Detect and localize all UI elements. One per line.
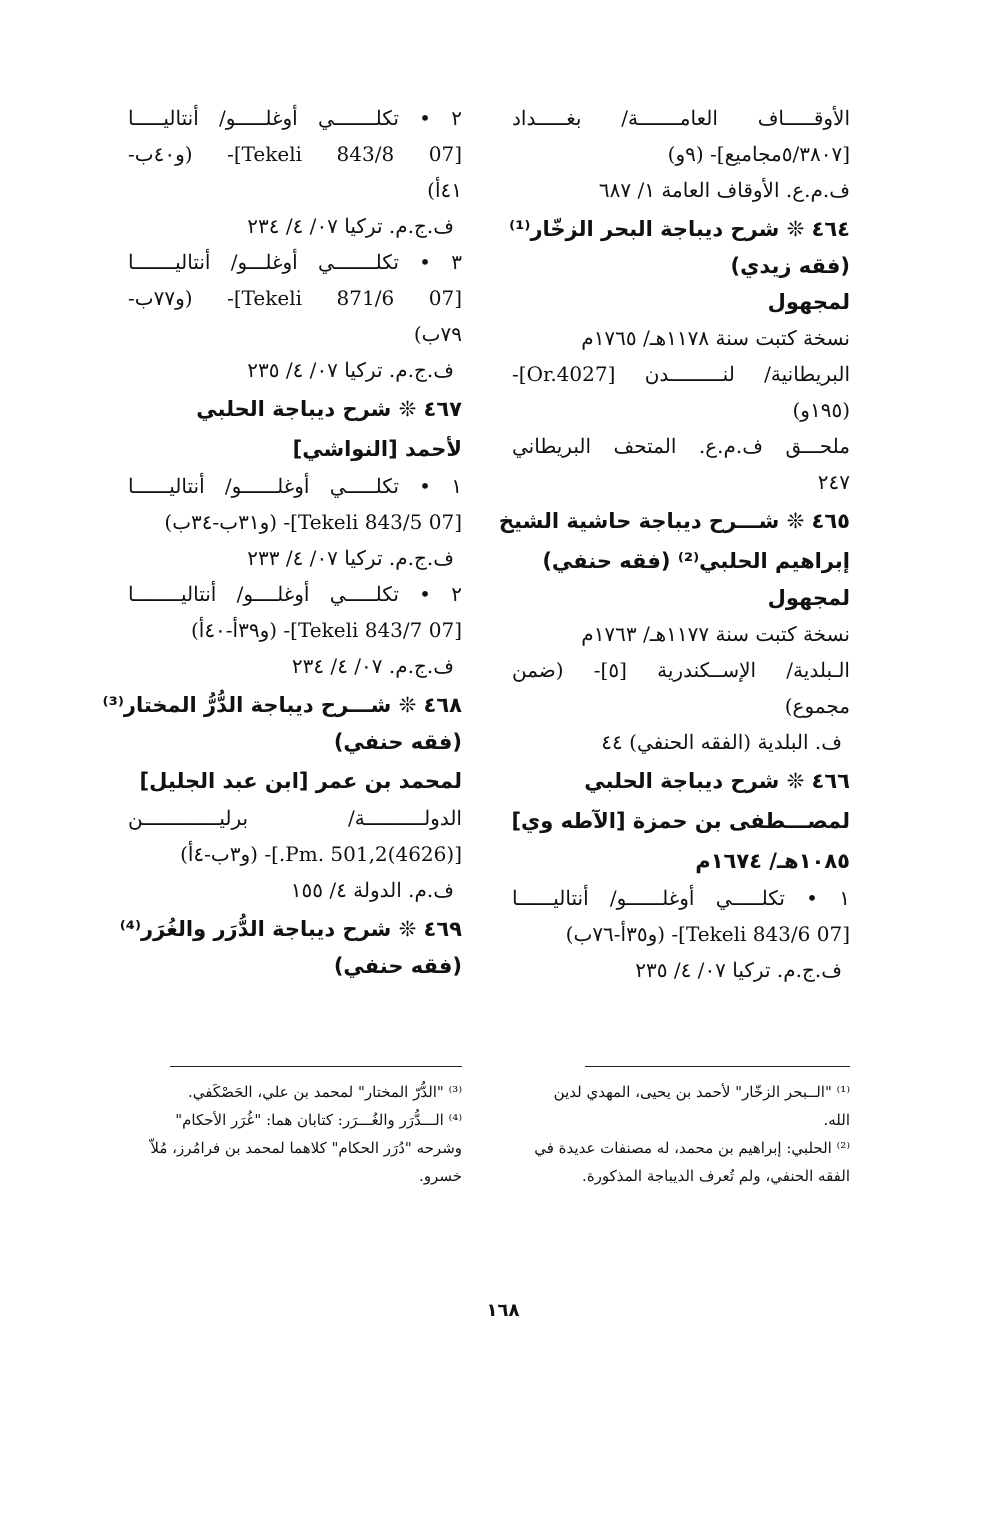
shelfmark-line-cont: ٧٩ب) [413, 322, 462, 346]
shelfmark-line: [07 Tekeli 843/6]- (و٣٥أ-٧٦ب) [565, 922, 850, 946]
library-line: البريطانية/ لنـــــــــدن [Or.4027]- [512, 362, 850, 386]
catalog-reference: ف.ج.م. تركيا ٠٧/ ٤/ ٢٣٥ [247, 358, 454, 382]
entry-469-title: ٤٦٩ ❊ شرح ديباجة الدُّرَر والغُرَر⁽⁴⁾ [119, 917, 462, 941]
entry-467-author: لأحمد [النواشي] [292, 437, 462, 461]
right-column [498, 100, 850, 988]
catalog-reference: ملحـــق ف.م.ع. المتحف البريطاني [512, 434, 850, 458]
entry-467-title: ٤٦٧ ❊ شرح ديباجة الحلبي [196, 397, 462, 421]
entry-469-subject: (فقه حنفي) [333, 954, 462, 978]
copy-item: ١ • تكلـــــي أوغلــــــو/ أنتاليــــــا [128, 474, 462, 498]
entry-464-title: ٤٦٤ ❊ شرح ديباجة البحر الزخّار⁽¹⁾ [509, 217, 850, 241]
footnote-4-cont: وشرحه "دُرَر الحكام" كلاهما لمحمد بن فرامُرز، مُلاّ [150, 1139, 462, 1157]
footnote-divider-right [585, 1066, 850, 1067]
entry-465-title: ٤٦٥ ❊ شـــرح ديباجة حاشية الشيخ [498, 509, 850, 533]
footnotes-left [128, 1078, 462, 1190]
footnotes-right [512, 1078, 850, 1190]
library-line: الدولــــــــــة/ برليـــــــــــــن [128, 806, 462, 830]
shelfmark-line: [(4626)Pm. 501,2.]- (و٣ب-٤أ) [180, 842, 462, 866]
page-number: ١٦٨ [486, 1300, 520, 1321]
copy-item: ٢ • تكلـــــي أوغلــــو/ أنتاليــــــــا [128, 582, 462, 606]
catalog-reference-cont: ٢٤٧ [817, 470, 850, 494]
footnote-2: ⁽²⁾ الحلبي: إبراهيم بن محمد، له مصنفات عديدة في [534, 1139, 850, 1157]
folio-line: (١٩٥و) [792, 398, 850, 422]
footnote-3: ⁽³⁾ "الدُّرّ المختار" لمحمد بن علي، الحَصْكَفي. [188, 1083, 462, 1101]
entry-468-subject: (فقه حنفي) [333, 730, 462, 754]
shelfmark-line: [07 Tekeli 871/6]- (و٧٧ب- [128, 286, 462, 310]
entry-465-author: لمجهول [767, 586, 850, 610]
footnote-1-cont: الله. [823, 1111, 850, 1129]
copy-item: ١ • تكلـــــي أوغلــــــو/ أنتاليــــــا [512, 886, 850, 910]
entry-464-subject: (فقه زيدي) [730, 254, 850, 278]
catalog-reference: ف.ج.م. ٠٧/ ٤/ ٢٣٤ [291, 654, 454, 678]
entry-468-title: ٤٦٨ ❊ شـــرح ديباجة الدُّرُّ المختار⁽³⁾ [102, 693, 462, 717]
shelfmark-line: [07 Tekeli 843/8]- (و٤٠ب- [128, 142, 462, 166]
library-line: الأوقـــــاف العامـــــــة/ بغـــــداد [512, 106, 850, 130]
entry-466-title: ٤٦٦ ❊ شرح ديباجة الحلبي [584, 769, 850, 793]
catalog-reference: ف.م.ع. الأوقاف العامة ١/ ٦٨٧ [598, 178, 850, 202]
catalog-reference: ف.ج.م. تركيا ٠٧/ ٤/ ٢٣٥ [635, 958, 842, 982]
entry-464-author: لمجهول [767, 290, 850, 314]
catalog-reference: ف.ج.م. تركيا ٠٧/ ٤/ ٢٣٣ [247, 546, 454, 570]
shelfmark-line: [07 Tekeli 843/7]- (و٣٩أ-٤٠أ) [190, 618, 462, 642]
footnote-4: ⁽⁴⁾ الـــدُّرَر والغُـــرَر: كتابان هما: "غُرَر الأحكام" [175, 1111, 462, 1129]
catalog-reference: ف. البلدية (الفقه الحنفي) ٤٤ [601, 730, 842, 754]
copy-item: ٢ • تكلـــــــي أوغلـــــو/ أنتاليـــــا [128, 106, 462, 130]
footnote-4-end: خسرو. [419, 1167, 462, 1185]
copy-date-line: نسخة كتبت سنة ١١٧٧هـ/ ١٧٦٣م [581, 622, 850, 646]
shelfmark-line: [٥/٣٨٠٧مجاميع]- (٩و) [667, 142, 850, 166]
entry-466-date: ١٠٨٥هـ/ ١٦٧٤م [695, 849, 850, 873]
library-line: الـبلدية/ الإســكندرية [٥]- (ضمن [512, 658, 850, 682]
catalog-reference: ف.ج.م. تركيا ٠٧/ ٤/ ٢٣٤ [247, 214, 454, 238]
footnote-2-cont: الفقه الحنفي، ولم تُعرف الديباجة المذكورة. [582, 1167, 850, 1185]
entry-465-title-cont: إبراهيم الحلبي⁽²⁾ (فقه حنفي) [542, 549, 850, 573]
footnote-1: ⁽¹⁾ "الــبحر الزخّار" لأحمد بن يحيى، المهدي لدين [553, 1083, 850, 1101]
footnote-divider-left [170, 1066, 462, 1067]
shelfmark-line: [07 Tekeli 843/5]- (و٣١ب-٣٤ب) [164, 510, 462, 534]
copy-date-line: نسخة كتبت سنة ١١٧٨هـ/ ١٧٦٥م [581, 326, 850, 350]
shelfmark-line-cont: ٤١أ) [427, 178, 462, 202]
entry-466-author: لمصـــطفى بن حمزة [الآطه وي] [511, 809, 850, 833]
copy-item: ٣ • تكلـــــــي أوغلـــو/ أنتاليـــــــا [128, 250, 462, 274]
left-column [102, 100, 462, 984]
collection-line: مجموع) [784, 694, 850, 718]
entry-468-author: لمحمد بن عمر [ابن عبد الجليل] [139, 769, 462, 793]
catalog-reference: ف.م. الدولة ٤/ ١٥٥ [290, 878, 454, 902]
